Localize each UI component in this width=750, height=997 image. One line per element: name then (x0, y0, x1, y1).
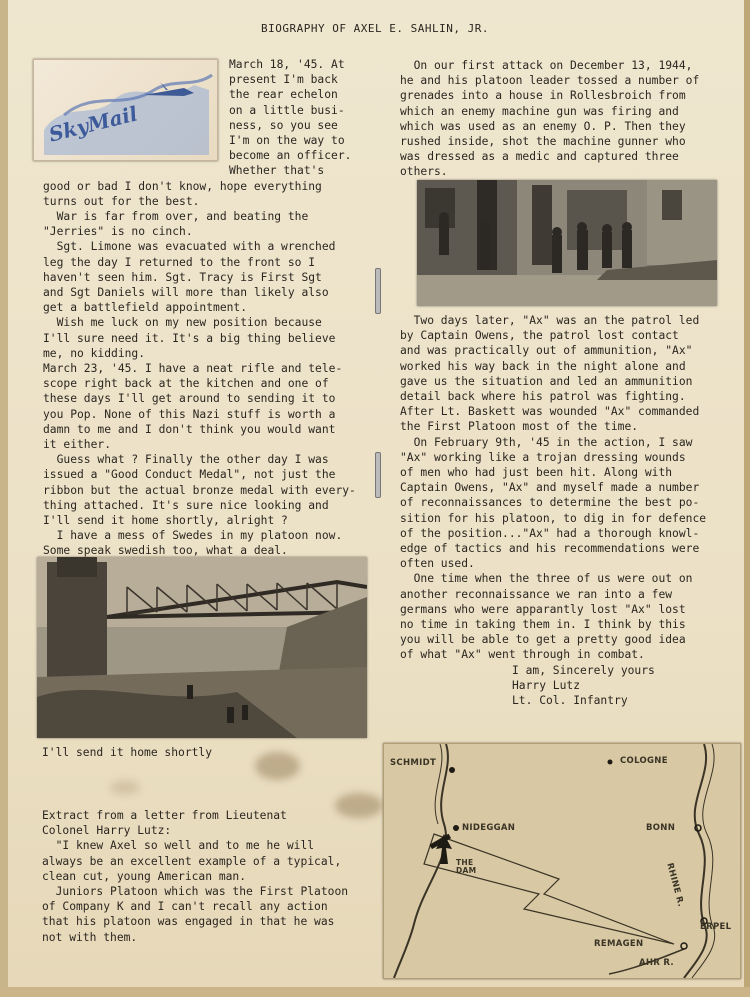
text-line: not with them. (42, 930, 138, 944)
text-line: always be an excellent example of a typical, (42, 854, 342, 868)
text-line: become an officer. (229, 149, 352, 163)
soldiers-street-illustration (417, 180, 717, 306)
text-line: often used. (400, 557, 475, 571)
text-line: grenades into a house in Rollesbroich from (400, 89, 686, 103)
text-line: of the position..."Ax" had a thorough knowl- (400, 526, 700, 540)
text-line: scope right back at the kitchen and one of (43, 377, 329, 391)
text-line: get a battlefield appointment. (43, 301, 248, 315)
map-drawing (384, 744, 740, 978)
text-line: Captain Owens, "Ax" and myself made a number (400, 481, 700, 495)
water-stain (255, 752, 300, 780)
text-line: and Sgt Daniels will more than likely also (43, 286, 329, 299)
text-line: good or bad I don't know, hope everything (43, 179, 322, 193)
text-line: "Ax" working like a trojan dressing wounds (400, 450, 686, 464)
map-label-erpel: ERPEL (700, 922, 732, 932)
bridge-illustration (37, 557, 367, 738)
page-edge-right (744, 0, 750, 997)
text-line: ribbon but the actual bronze medal with every- (43, 483, 356, 497)
text-line: On February 9th, '45 in the action, I saw (400, 435, 693, 449)
text-line: that his platoon was engaged in that he was (42, 915, 335, 929)
text-line: turns out for the best. (43, 194, 200, 208)
text-line: present I'm back (229, 73, 338, 87)
text-line: me, no kidding. (43, 346, 146, 360)
water-stain (335, 793, 383, 818)
text-line: of reconnaissances to determine the best po- (400, 496, 700, 510)
remagen-bridge-photo (37, 557, 367, 738)
page-title: BIOGRAPHY OF AXEL E. SAHLIN, JR. (261, 22, 489, 35)
map-label-remagen: REMAGEN (594, 939, 644, 949)
text-line: After Lt. Baskett was wounded "Ax" commanded (400, 405, 700, 419)
paper-clip (375, 452, 381, 498)
text-line: he and his platoon leader tossed a number of (400, 74, 700, 88)
text-line: Whether that's (229, 164, 325, 178)
text-line: "I knew Axel so well and to me he will (42, 839, 315, 853)
text-line: Colonel Harry Lutz: (42, 824, 172, 838)
rhine-map (383, 743, 741, 979)
text-line: these days I'll get around to sending it to (43, 392, 336, 406)
text-line: on a little busi- (229, 103, 345, 117)
text-line: I'm on the way to (229, 134, 345, 147)
text-line: War is far from over, and beating the (43, 210, 309, 223)
text-line: germans who were apparantly lost "Ax" lost (400, 602, 686, 616)
text-line: I'll send it home shortly, alright ? (43, 514, 288, 527)
text-line: Two days later, "Ax" was an the patrol led (400, 314, 700, 327)
text-line: worked his way back in the night alone and (400, 359, 686, 373)
text-line: thing attached. It's sure nice looking and (43, 498, 329, 512)
text-line: "Jerries" is no cinch. (43, 225, 193, 239)
text-line: Extract from a letter from Lieutenat (42, 809, 287, 822)
skymail-logo: SkyMail (46, 101, 140, 147)
text-line: it either. (43, 438, 112, 451)
text-line: gave us the situation and led an ammunition (400, 374, 693, 388)
page-edge-left (0, 0, 8, 997)
text-line: others. (400, 165, 448, 179)
text-line: which was used as an enemy O. P. Then they (400, 119, 686, 133)
text-line: leg the day I returned to the front so I (43, 255, 316, 269)
text-line: and was practically out of ammunition, "Ax" (400, 344, 693, 358)
text-line: rushed inside, shot the machine gunner who (400, 135, 686, 148)
page-edge-bottom (0, 987, 750, 997)
text-line: which an enemy machine gun was firing and (400, 104, 679, 118)
text-line: Lt. Col. Infantry (512, 694, 628, 708)
map-label-schmidt: SCHMIDT (390, 758, 437, 768)
text-line: detail back where his patrol was fighting. (400, 390, 686, 403)
text-line: Sgt. Limone was evacuated with a wrenched (43, 240, 336, 254)
text-line: the rear echelon (229, 88, 338, 102)
text-line: ness, so you see (229, 118, 338, 132)
text-line: On our first attack on December 13, 1944, (400, 59, 693, 72)
text-line: you will be able to get a pretty good idea (400, 633, 686, 647)
text-line: by Captain Owens, the patrol lost contact (400, 329, 679, 343)
map-label-cologne: COLOGNE (620, 756, 668, 766)
water-stain (110, 780, 140, 795)
text-line: was dressed as a medic and captured three (400, 150, 679, 164)
map-label-ahr: AHR R. (639, 958, 674, 968)
text-line: another reconnaissance we ran into a few (400, 587, 673, 601)
text-line: I'll sure need it. It's a big thing believe (43, 331, 336, 345)
text-line: the First Platoon most of the time. (400, 420, 639, 434)
paper-clip (375, 268, 381, 314)
soldiers-street-photo (417, 180, 717, 306)
skymail-card (33, 59, 218, 161)
text-line: damn to me and I don't think you would want (43, 422, 336, 436)
text-line: Juniors Platoon which was the First Platoon (42, 885, 349, 898)
text-line: of Company K and I can't recall any action (42, 900, 328, 914)
text-line: no time in taking them in. I think by this (400, 618, 686, 631)
text-line: haven't seen him. Sgt. Tracy is First Sgt (43, 270, 322, 284)
text-line: edge of tactics and his recommendations were (400, 542, 700, 555)
text-line: of what "Ax" went through in combat. (400, 648, 645, 662)
map-label-bonn: BONN (646, 823, 676, 833)
map-label-nideggan: NIDEGGAN (462, 823, 516, 833)
map-label-dam: THE DAM (456, 858, 477, 875)
text-line: of men who had just been hit. Along with (400, 466, 673, 479)
text-line: March 23, '45. I have a neat rifle and tele- (43, 362, 343, 375)
text-line: Wish me luck on my new position because (43, 316, 322, 330)
text-line: you Pop. None of this Nazi stuff is worth a (43, 407, 336, 421)
text-line: Harry Lutz (512, 679, 581, 693)
map-label-rhine: RHINE R. (664, 862, 686, 909)
text-line: Guess what ? Finally the other day I was (43, 453, 329, 467)
text-line: One time when the three of us were out on (400, 572, 693, 586)
text-line: clean cut, young American man. (42, 869, 247, 883)
text-line: Some speak swedish too, what a deal. (43, 544, 288, 558)
text-line: March 18, '45. At (229, 58, 345, 71)
text-line: I am, Sincerely yours (512, 664, 655, 677)
text-line: issued a "Good Conduct Medal", not just the (43, 468, 336, 482)
photo-caption: I'll send it home shortly (42, 746, 213, 759)
text-line: I have a mess of Swedes in my platoon now. (43, 529, 343, 543)
text-line: sition for his platoon, to dig in for defence (400, 511, 707, 525)
